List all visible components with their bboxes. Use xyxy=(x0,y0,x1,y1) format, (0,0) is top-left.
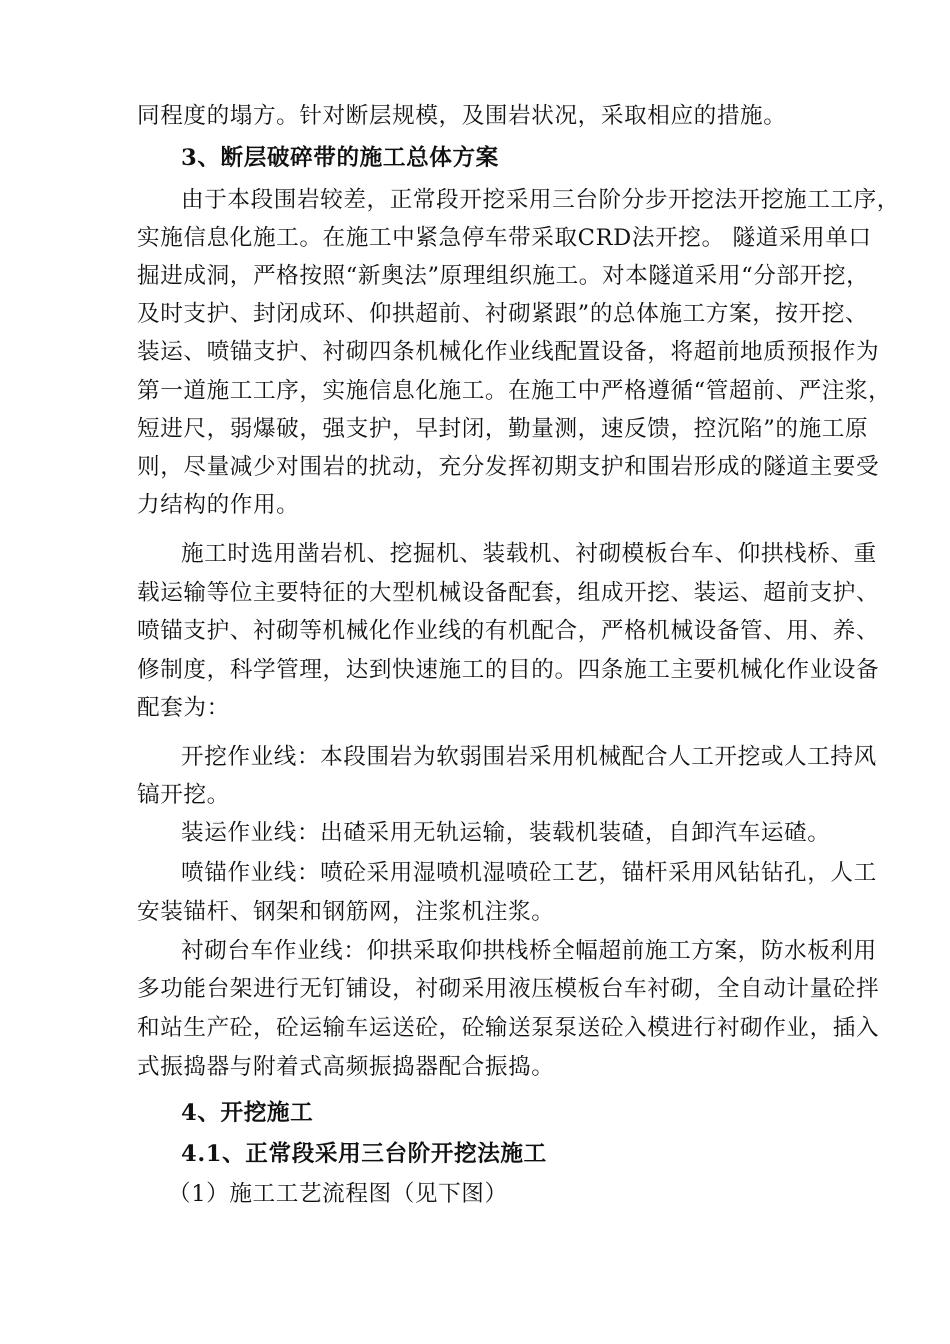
text-line: （1）施工工艺流程图（见下图） xyxy=(168,1181,508,1207)
text-line: 衬砌台车作业线：仰拱采取仰拱栈桥全幅超前施工方案，防水板利用 xyxy=(181,938,877,964)
text-line: 装运作业线：出碴采用无轨运输，装载机装碴，自卸汽车运碴。 xyxy=(181,820,831,846)
text-line: 实施信息化施工。在施工中紧急停车带采取CRD法开挖。 隧道采用单口 xyxy=(137,225,872,251)
text-line: 修制度，科学管理，达到快速施工的目的。四条施工主要机械化作业设备 xyxy=(137,657,880,683)
text-line: 掘进成洞，严格按照“新奥法”原理组织施工。对本隧道采用“分部开挖， xyxy=(137,263,870,289)
text-line: 喷锚作业线：喷砼采用湿喷机湿喷砼工艺，锚杆采用风钻钻孔，人工 xyxy=(181,860,877,886)
subsection-heading: 4.1、正常段采用三台阶开挖法施工 xyxy=(181,1141,547,1167)
text-line: 镐开挖。 xyxy=(137,782,230,808)
text-line: 装运、喷锚支护、衬砌四条机械化作业线配置设备，将超前地质预报作为 xyxy=(137,339,880,365)
text-line: 式振捣器与附着式高频振捣器配合振捣。 xyxy=(137,1054,555,1080)
text-line: 配套为： xyxy=(137,695,230,721)
text-line: 和站生产砼，砼运输车运送砼，砼输送泵泵送砼入模进行衬砌作业，插入 xyxy=(137,1015,880,1041)
text-line: 多功能台架进行无钉铺设，衬砌采用液压模板台车衬砌，全自动计量砼拌 xyxy=(137,976,880,1002)
text-line: 及时支护、封闭成环、仰拱超前、衬砌紧跟”的总体施工方案，按开挖、 xyxy=(137,301,869,327)
text-line: 同程度的塌方。针对断层规模，及围岩状况，采取相应的措施。 xyxy=(137,103,787,129)
text-line: 则，尽量减少对围岩的扰动，充分发挥初期支护和围岩形成的隧道主要受 xyxy=(137,454,880,480)
text-line: 由于本段围岩较差，正常段开挖采用三台阶分步开挖法开挖施工工序， xyxy=(181,187,901,213)
text-line: 喷锚支护、衬砌等机械化作业线的有机配合，严格机械设备管、用、养、 xyxy=(137,618,880,644)
text-line: 第一道施工工序，实施信息化施工。在施工中严格遵循“管超前、严注浆， xyxy=(137,378,892,404)
section-heading: 3、断层破碎带的施工总体方案 xyxy=(181,145,499,171)
text-line: 施工时选用凿岩机、挖掘机、装载机、衬砌模板台车、仰拱栈桥、重 xyxy=(181,541,877,567)
text-line: 载运输等位主要特征的大型机械设备配套，组成开挖、装运、超前支护、 xyxy=(137,580,880,606)
text-line: 安装锚杆、钢架和钢筋网，注浆机注浆。 xyxy=(137,899,555,925)
text-line: 力结构的作用。 xyxy=(137,492,300,518)
text-line: 开挖作业线：本段围岩为软弱围岩采用机械配合人工开挖或人工持风 xyxy=(181,744,877,770)
text-line: 短进尺，弱爆破，强支护，早封闭，勤量测，速反馈，控沉陷”的施工原 xyxy=(137,416,869,442)
section-heading: 4、开挖施工 xyxy=(181,1100,314,1126)
